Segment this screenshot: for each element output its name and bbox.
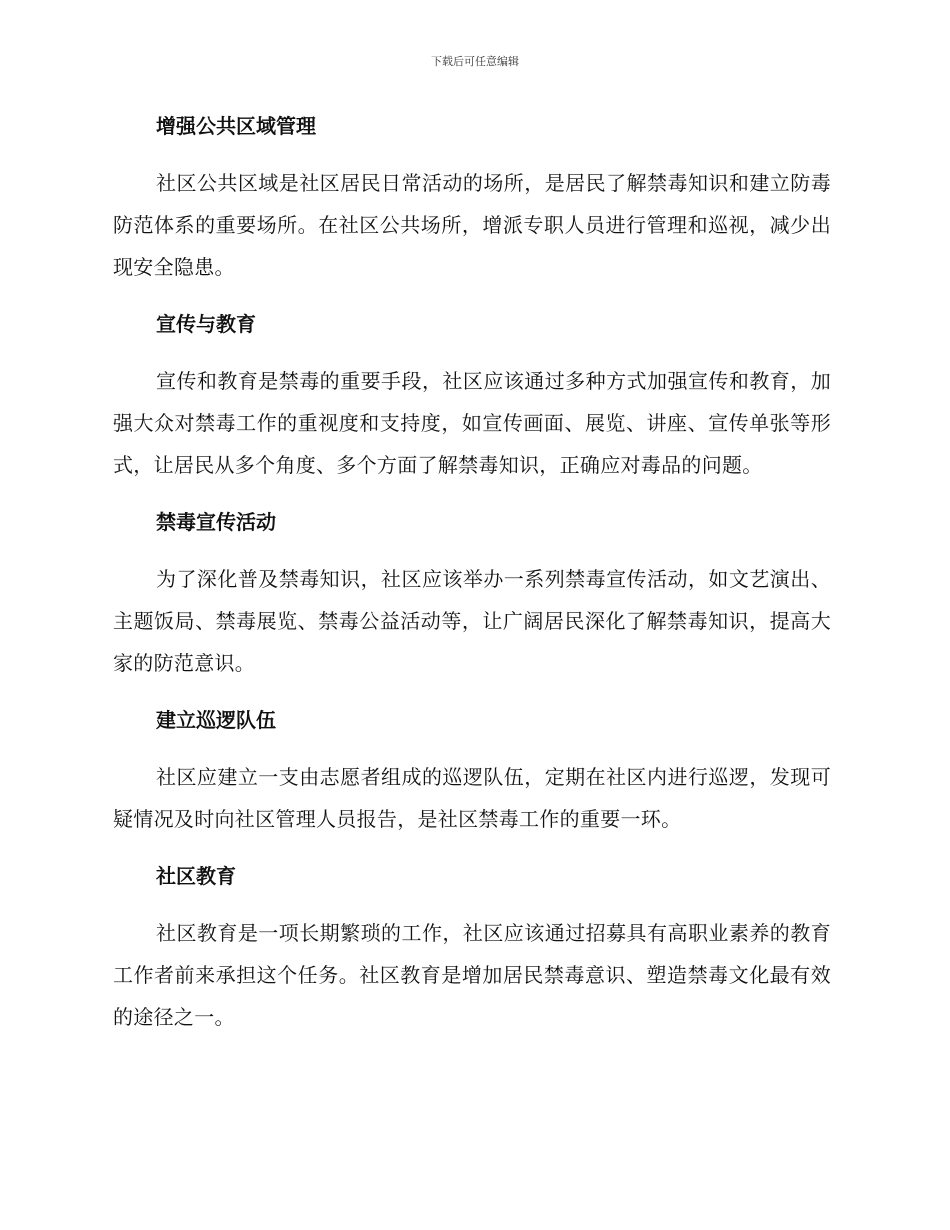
section-heading-campaign-activities: 禁毒宣传活动 xyxy=(156,510,276,534)
page-header: 下载后可任意编辑 xyxy=(431,55,519,68)
document-content xyxy=(113,110,831,1058)
section-body-public-area: 社区公共区域是社区居民日常活动的场所，是居民了解禁毒知识和建立防毒防范体系的重要场所。在社区公共场所，增派专职人员进行管理和巡视，减少出现安全隐患。 xyxy=(113,171,831,279)
section-body-campaign-activities: 为了深化普及禁毒知识，社区应该举办一系列禁毒宣传活动，如文艺演出、主题饭局、禁毒展览、禁毒公益活动等，让广阔居民深化了解禁毒知识，提高大家的防范意识。 xyxy=(113,567,831,675)
section-heading-public-area: 增强公共区域管理 xyxy=(156,114,316,138)
section-heading-publicity-education: 宣传与教育 xyxy=(156,312,256,336)
section-heading-community-education: 社区教育 xyxy=(156,864,236,888)
section-heading-patrol-team: 建立巡逻队伍 xyxy=(156,708,276,732)
section-body-community-education: 社区教育是一项长期繁琐的工作，社区应该通过招募具有高职业素养的教育工作者前来承担这个任务。社区教育是增加居民禁毒意识、塑造禁毒文化最有效的途径之一。 xyxy=(113,921,831,1029)
section-body-patrol-team: 社区应建立一支由志愿者组成的巡逻队伍，定期在社区内进行巡逻，发现可疑情况及时向社区管理人员报告，是社区禁毒工作的重要一环。 xyxy=(113,765,831,831)
section-body-publicity-education: 宣传和教育是禁毒的重要手段，社区应该通过多种方式加强宣传和教育，加强大众对禁毒工作的重视度和支持度，如宣传画面、展览、讲座、宣传单张等形式，让居民从多个角度、多个方面了解禁毒知识，正确应对毒品的问题。 xyxy=(113,369,831,477)
